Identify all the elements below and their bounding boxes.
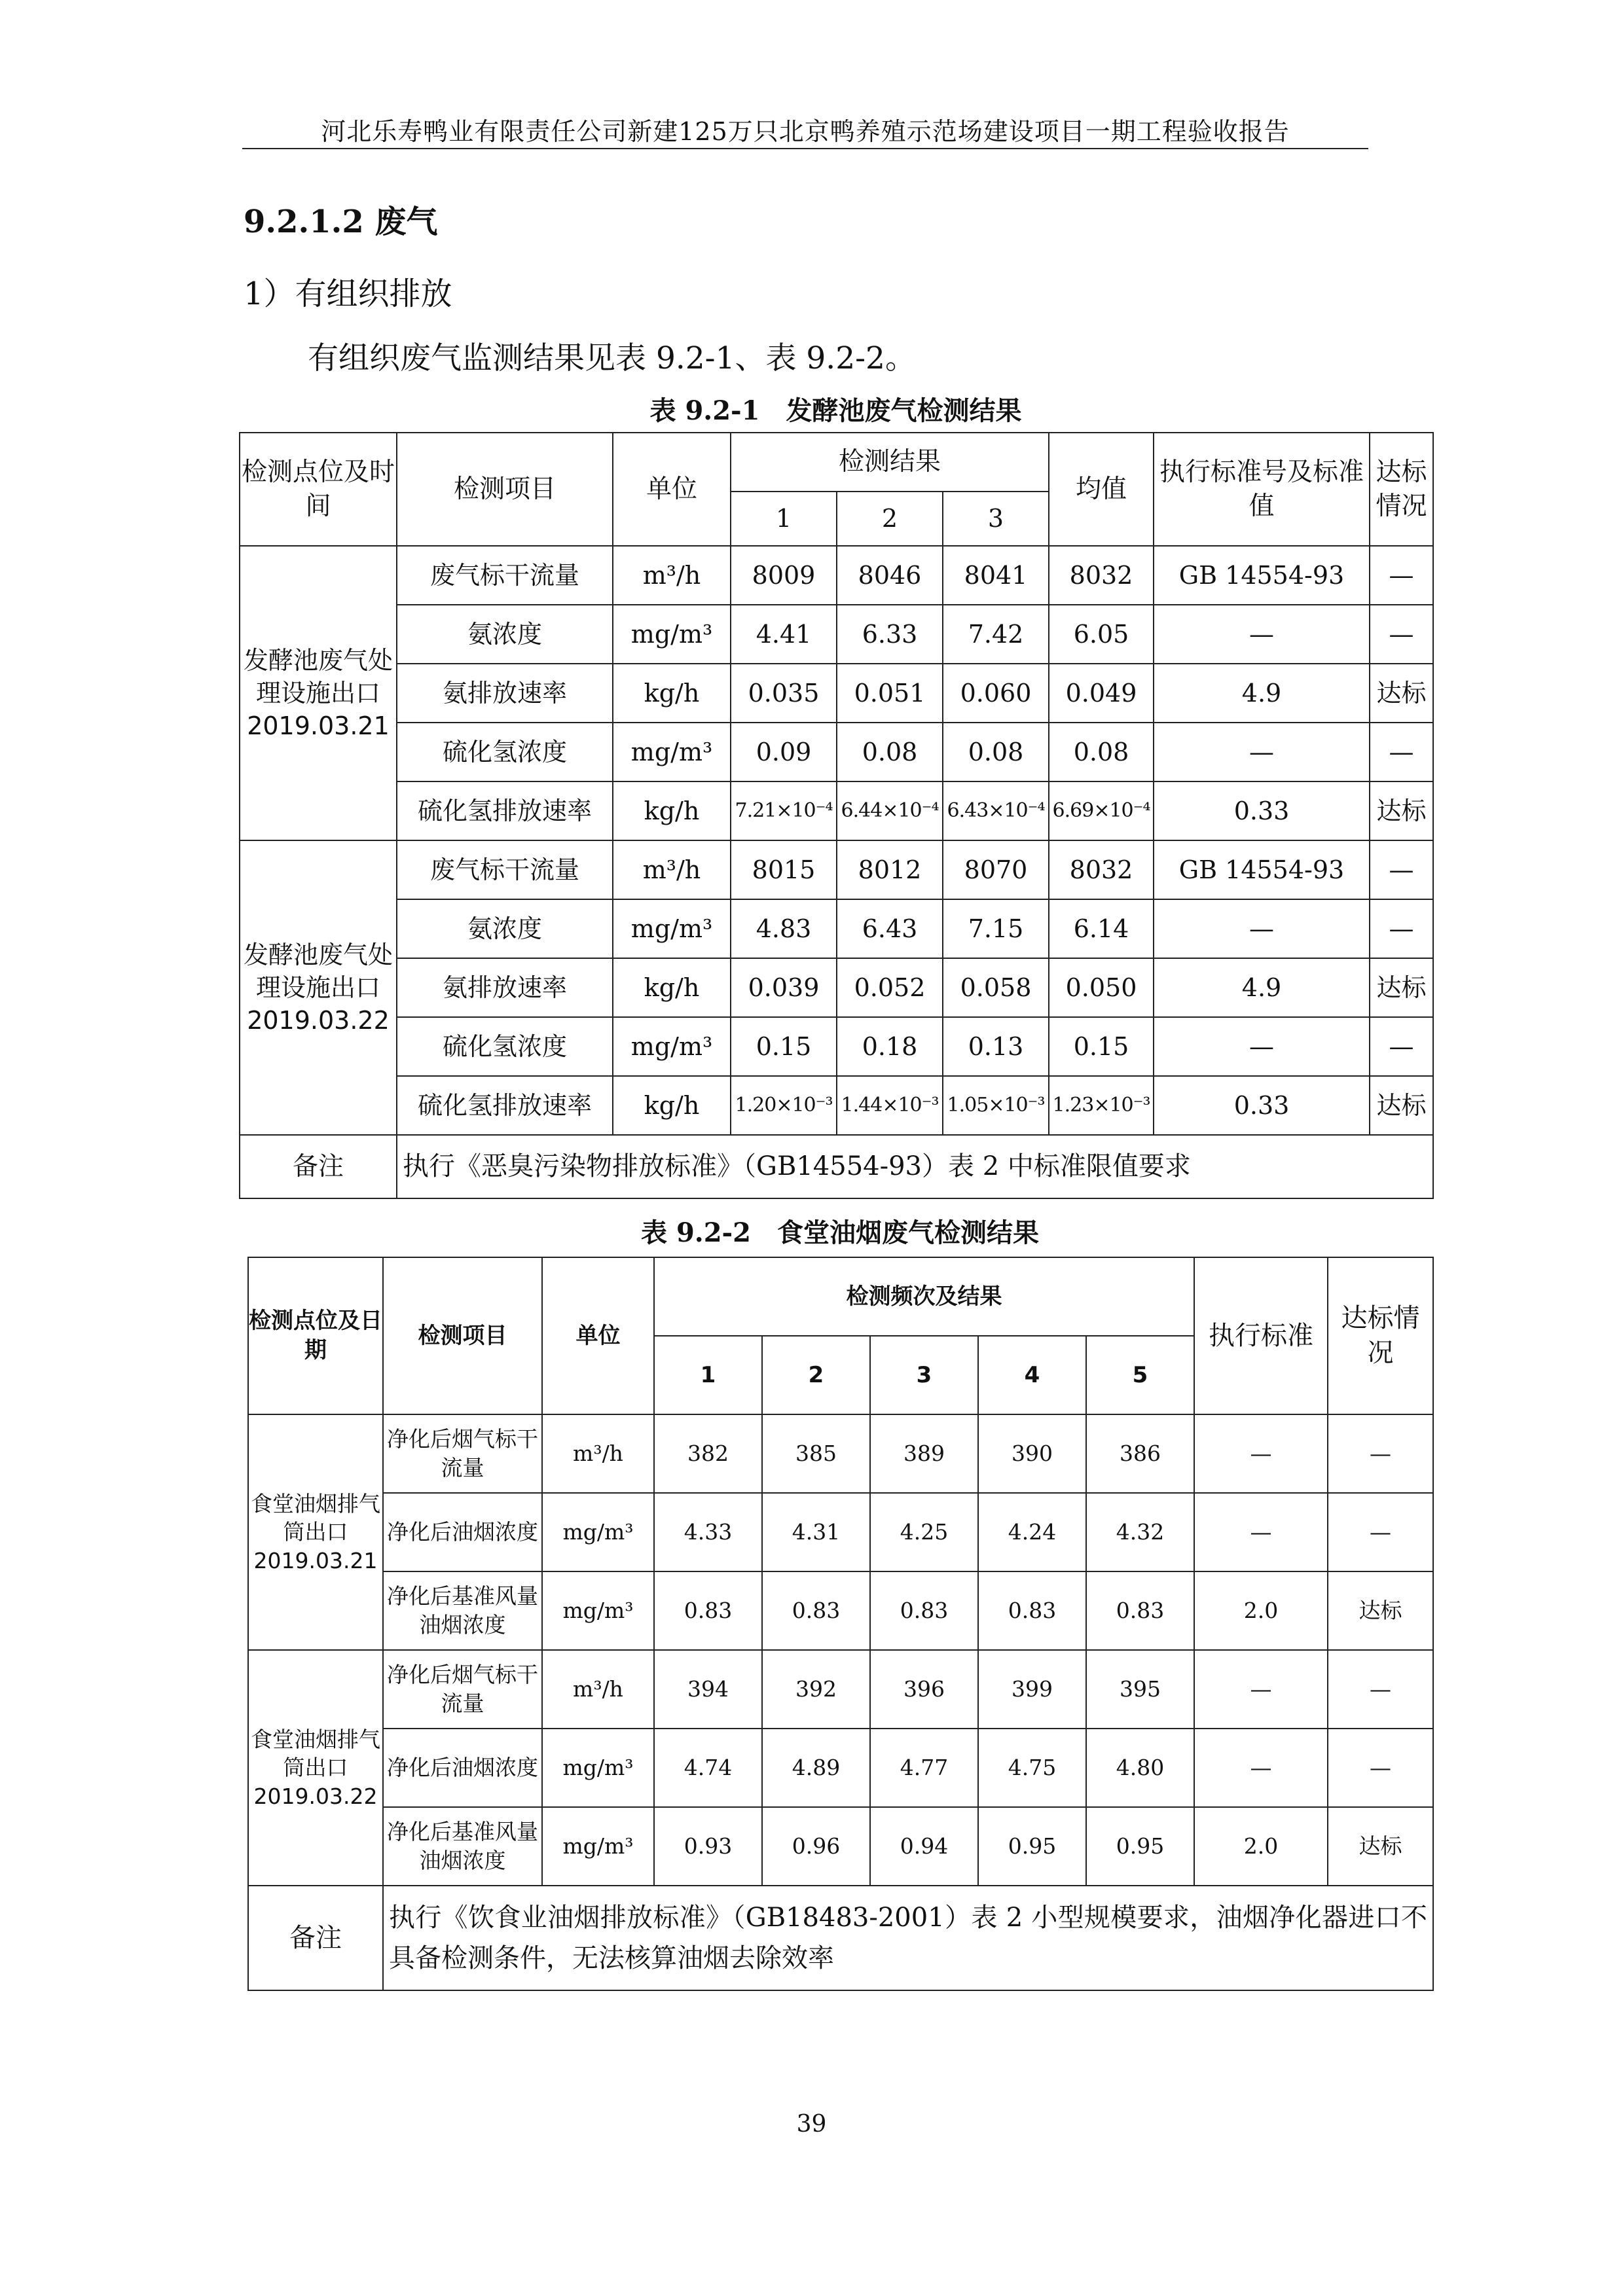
table-cell: 6.14 (1049, 899, 1154, 958)
page-header: 河北乐寿鸭业有限责任公司新建125万只北京鸭养殖示范场建设项目一期工程验收报告 (321, 117, 1290, 146)
table-cell: 0.83 (870, 1571, 978, 1650)
table-cell: 净化后油烟浓度 (383, 1493, 542, 1571)
table-cell: — (1328, 1414, 1433, 1493)
t1-header-standard: 执行标准号及标准值 (1154, 433, 1370, 546)
table-cell: 4.74 (654, 1729, 762, 1807)
table-cell: 0.08 (837, 723, 943, 781)
t2-header-r3: 3 (870, 1336, 978, 1414)
table-cell: 净化后基准风量油烟浓度 (383, 1807, 542, 1886)
table-cell: 0.93 (654, 1807, 762, 1886)
table-cell: 8009 (731, 546, 837, 605)
table-cell: — (1154, 1017, 1370, 1076)
table-cell: 4.32 (1086, 1493, 1194, 1571)
table-cell: 2.0 (1194, 1807, 1328, 1886)
table-cell: 0.039 (731, 958, 837, 1017)
t2-header-r2: 2 (762, 1336, 870, 1414)
table-cell: 382 (654, 1414, 762, 1493)
table-cell: 8046 (837, 546, 943, 605)
table-cell: 达标 (1328, 1571, 1433, 1650)
table-cell: 0.95 (978, 1807, 1086, 1886)
table-cell: 399 (978, 1650, 1086, 1729)
table-cell: — (1370, 605, 1433, 664)
t2-header-unit: 单位 (542, 1257, 654, 1414)
t1-header-avg: 均值 (1049, 433, 1154, 546)
table-cell: 0.08 (943, 723, 1049, 781)
table-cell: 0.96 (762, 1807, 870, 1886)
table-cell: 硫化氢排放速率 (397, 781, 613, 840)
table-cell: 4.9 (1154, 664, 1370, 723)
t2-header-item: 检测项目 (383, 1257, 542, 1414)
table-cell: 1.44×10⁻³ (837, 1076, 943, 1135)
t1-group1-location: 发酵池废气处理设施出口2019.03.21 (240, 546, 397, 840)
table-cell: 395 (1086, 1650, 1194, 1729)
table-cell: 8032 (1049, 840, 1154, 899)
table-cell: 8015 (731, 840, 837, 899)
t2-header-r1: 1 (654, 1336, 762, 1414)
section-heading: 9.2.1.2 废气 (244, 204, 438, 240)
t1-header-item: 检测项目 (397, 433, 613, 546)
table-cell: 390 (978, 1414, 1086, 1493)
table-cell: GB 14554-93 (1154, 840, 1370, 899)
table-cell: 硫化氢浓度 (397, 1017, 613, 1076)
table-cell: — (1194, 1650, 1328, 1729)
table-cell: 4.31 (762, 1493, 870, 1571)
table-cell: — (1194, 1729, 1328, 1807)
table-cell: mg/m³ (613, 899, 731, 958)
t1-header-r2: 2 (837, 492, 943, 546)
table-cell: m³/h (542, 1650, 654, 1729)
t1-header-r1: 1 (731, 492, 837, 546)
table-cell: mg/m³ (542, 1807, 654, 1886)
table-cell: 0.13 (943, 1017, 1049, 1076)
table-cell: 达标 (1370, 1076, 1433, 1135)
fermentation-exhaust-table (239, 432, 1434, 1199)
table-cell: 氨浓度 (397, 605, 613, 664)
table-cell: 达标 (1370, 664, 1433, 723)
table-cell: 0.035 (731, 664, 837, 723)
table-cell: 7.15 (943, 899, 1049, 958)
canteen-fume-table (247, 1257, 1434, 1991)
table-cell: 氨浓度 (397, 899, 613, 958)
table-cell: 392 (762, 1650, 870, 1729)
t2-group1-location: 食堂油烟排气筒出口2019.03.21 (248, 1414, 383, 1650)
t1-header-results: 检测结果 (731, 433, 1049, 492)
t2-note-label: 备注 (248, 1886, 383, 1990)
table-cell: 396 (870, 1650, 978, 1729)
table-cell: m³/h (613, 840, 731, 899)
table-cell: 0.33 (1154, 781, 1370, 840)
t2-header-standard: 执行标准 (1194, 1257, 1328, 1414)
table-cell: 4.24 (978, 1493, 1086, 1571)
table-cell: 达标 (1370, 958, 1433, 1017)
table-cell: 6.43×10⁻⁴ (943, 781, 1049, 840)
table-cell: 4.89 (762, 1729, 870, 1807)
table-cell: 净化后油烟浓度 (383, 1729, 542, 1807)
table-cell: 废气标干流量 (397, 546, 613, 605)
table-cell: — (1194, 1414, 1328, 1493)
t1-header-location: 检测点位及时间 (240, 433, 397, 546)
table-cell: mg/m³ (613, 723, 731, 781)
table-cell: 1.05×10⁻³ (943, 1076, 1049, 1135)
table-cell: 8012 (837, 840, 943, 899)
t1-header-r3: 3 (943, 492, 1049, 546)
table-cell: 0.08 (1049, 723, 1154, 781)
table-cell: 0.18 (837, 1017, 943, 1076)
t2-header-status: 达标情况 (1328, 1257, 1433, 1414)
table-cell: 0.83 (762, 1571, 870, 1650)
table-cell: mg/m³ (542, 1729, 654, 1807)
t2-group2-location: 食堂油烟排气筒出口2019.03.22 (248, 1650, 383, 1886)
table-cell: 氨排放速率 (397, 958, 613, 1017)
table-cell: — (1328, 1729, 1433, 1807)
table-cell: — (1194, 1493, 1328, 1571)
table-cell: 净化后烟气标干流量 (383, 1414, 542, 1493)
table-cell: 0.049 (1049, 664, 1154, 723)
t1-note: 执行《恶臭污染物排放标准》（GB14554-93）表 2 中标准限值要求 (397, 1135, 1433, 1198)
table-cell: 4.41 (731, 605, 837, 664)
table2-caption: 表 9.2-2 食堂油烟废气检测结果 (641, 1217, 1039, 1248)
table-cell: 7.42 (943, 605, 1049, 664)
table-cell: 废气标干流量 (397, 840, 613, 899)
table1-caption: 表 9.2-1 发酵池废气检测结果 (649, 395, 1022, 426)
table-cell: 6.43 (837, 899, 943, 958)
table-cell: mg/m³ (542, 1571, 654, 1650)
table-cell: 8070 (943, 840, 1049, 899)
t2-header-r5: 5 (1086, 1336, 1194, 1414)
table-cell: kg/h (613, 958, 731, 1017)
table-cell: 0.94 (870, 1807, 978, 1886)
table-cell: 6.69×10⁻⁴ (1049, 781, 1154, 840)
table-cell: kg/h (613, 781, 731, 840)
table-cell: 1.20×10⁻³ (731, 1076, 837, 1135)
table-cell: 达标 (1328, 1807, 1433, 1886)
table-cell: 0.052 (837, 958, 943, 1017)
table-cell: 4.33 (654, 1493, 762, 1571)
t1-header-unit: 单位 (613, 433, 731, 546)
table-cell: 394 (654, 1650, 762, 1729)
table-cell: 0.15 (731, 1017, 837, 1076)
table-cell: 达标 (1370, 781, 1433, 840)
t2-note: 执行《饮食业油烟排放标准》（GB18483-2001）表 2 小型规模要求，油烟净化器进口不具备检测条件，无法核算油烟去除效率 (383, 1886, 1433, 1990)
table-cell: — (1370, 899, 1433, 958)
table-cell: 1.23×10⁻³ (1049, 1076, 1154, 1135)
table-cell: — (1370, 1017, 1433, 1076)
table-cell: — (1370, 723, 1433, 781)
page-number: 39 (796, 2111, 827, 2138)
table-cell: mg/m³ (613, 1017, 731, 1076)
table-cell: 0.83 (978, 1571, 1086, 1650)
table-cell: 4.83 (731, 899, 837, 958)
table-cell: 0.83 (1086, 1571, 1194, 1650)
table-cell: 389 (870, 1414, 978, 1493)
table-cell: mg/m³ (542, 1493, 654, 1571)
table-cell: 0.15 (1049, 1017, 1154, 1076)
intro-paragraph: 有组织废气监测结果见表 9.2-1、表 9.2-2。 (308, 340, 916, 376)
t2-header-r4: 4 (978, 1336, 1086, 1414)
table-cell: 4.77 (870, 1729, 978, 1807)
t1-header-status: 达标情况 (1370, 433, 1433, 546)
t1-note-label: 备注 (240, 1135, 397, 1198)
table-cell: — (1328, 1493, 1433, 1571)
table-cell: 6.44×10⁻⁴ (837, 781, 943, 840)
table-cell: 4.80 (1086, 1729, 1194, 1807)
table-cell: 7.21×10⁻⁴ (731, 781, 837, 840)
table-cell: m³/h (542, 1414, 654, 1493)
table-cell: 0.050 (1049, 958, 1154, 1017)
table-cell: 4.75 (978, 1729, 1086, 1807)
table-cell: 0.09 (731, 723, 837, 781)
table-cell: 0.83 (654, 1571, 762, 1650)
table-cell: 6.05 (1049, 605, 1154, 664)
table-cell: 净化后烟气标干流量 (383, 1650, 542, 1729)
table-cell: 硫化氢排放速率 (397, 1076, 613, 1135)
table-cell: 386 (1086, 1414, 1194, 1493)
table-cell: — (1154, 723, 1370, 781)
table-cell: kg/h (613, 1076, 731, 1135)
sub-heading: 1）有组织排放 (244, 276, 452, 312)
table-cell: 4.9 (1154, 958, 1370, 1017)
table-cell: 0.051 (837, 664, 943, 723)
table-cell: 0.060 (943, 664, 1049, 723)
header-rule (242, 148, 1368, 149)
table-cell: — (1154, 605, 1370, 664)
table-cell: 2.0 (1194, 1571, 1328, 1650)
t1-group2-location: 发酵池废气处理设施出口2019.03.22 (240, 840, 397, 1135)
table-cell: 6.33 (837, 605, 943, 664)
table-cell: 8032 (1049, 546, 1154, 605)
table-cell: m³/h (613, 546, 731, 605)
t2-header-location: 检测点位及日期 (248, 1257, 383, 1414)
table-cell: 0.058 (943, 958, 1049, 1017)
table-cell: — (1370, 546, 1433, 605)
table-cell: 净化后基准风量油烟浓度 (383, 1571, 542, 1650)
table-cell: mg/m³ (613, 605, 731, 664)
table-cell: 0.33 (1154, 1076, 1370, 1135)
table-cell: 氨排放速率 (397, 664, 613, 723)
table-cell: — (1328, 1650, 1433, 1729)
table-cell: 4.25 (870, 1493, 978, 1571)
table-cell: 8041 (943, 546, 1049, 605)
table-cell: 0.95 (1086, 1807, 1194, 1886)
table-cell: — (1370, 840, 1433, 899)
t2-header-results: 检测频次及结果 (654, 1257, 1194, 1336)
table-cell: — (1154, 899, 1370, 958)
table-cell: kg/h (613, 664, 731, 723)
table-cell: GB 14554-93 (1154, 546, 1370, 605)
table-cell: 硫化氢浓度 (397, 723, 613, 781)
table-cell: 385 (762, 1414, 870, 1493)
